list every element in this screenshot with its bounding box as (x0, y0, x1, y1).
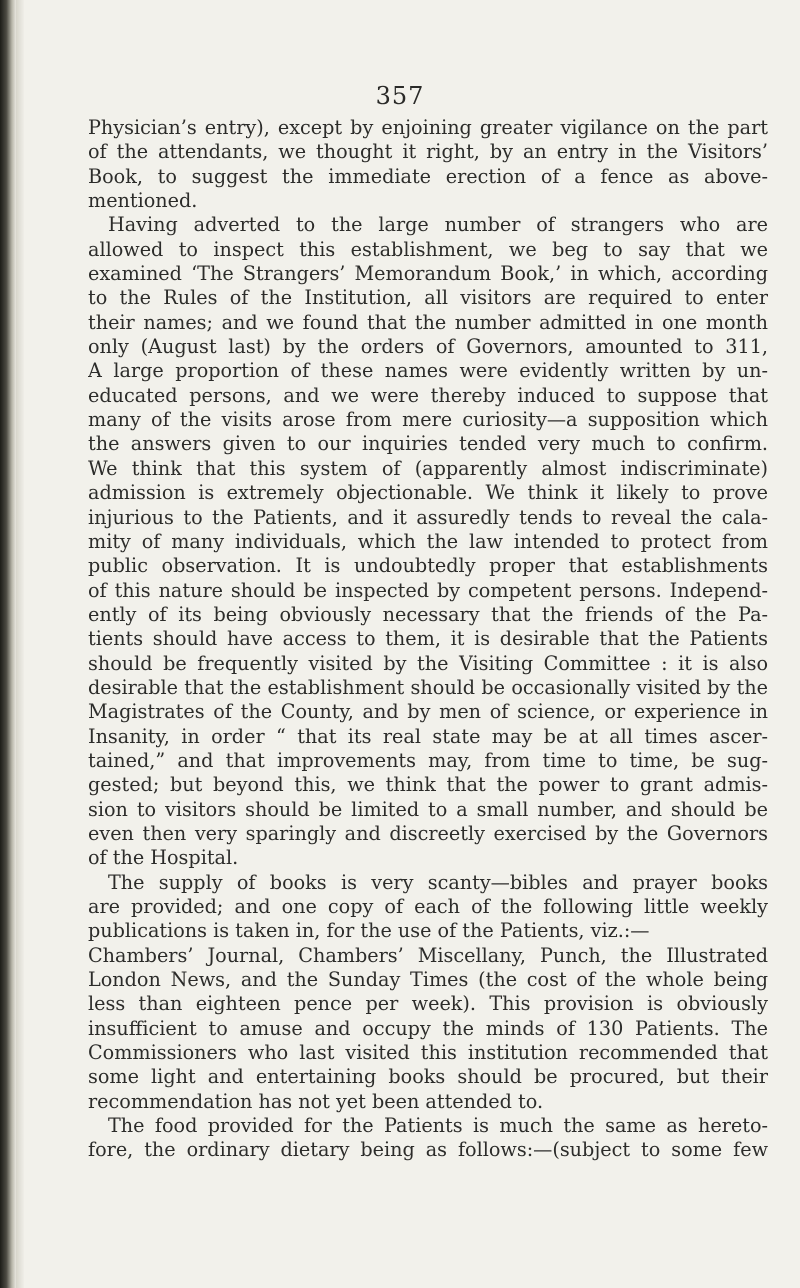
text-line: educated persons, and we were thereby induced to suppose that (88, 383, 768, 407)
text-line: are provided; and one copy of each of the following little weekly (88, 895, 768, 918)
text-line: recommendation has not yet been attended to. (88, 1089, 544, 1113)
text-line: admission is extremely objectionable. We think it likely to prove (88, 481, 768, 505)
text-line: Commissioners who last visited this institution recommended that (88, 1041, 768, 1065)
text-line: allowed to inspect this establishment, we beg to say that we (88, 237, 768, 261)
text-line: sion to visitors should be limited to a small number, and should be (88, 797, 768, 821)
text-line: should be frequently visited by the Visiting Committee : it is also (88, 651, 768, 675)
text-line: insufficient to amuse and occupy the minds of 130 Patients. The (88, 1016, 768, 1040)
text-line: mity of many individuals, which the law intended to protect from (88, 529, 768, 553)
text-line: publications is taken in, for the use of the Patients, viz.:— (88, 919, 650, 943)
text-line: Magistrates of the County, and by men of science, or experience in (88, 700, 768, 724)
text-line: We think that this system of (apparently almost indiscriminate) (88, 456, 768, 480)
text-line: The food provided for the Patients is much the same as hereto- (108, 1114, 768, 1138)
text-line: Chambers’ Journal, Chambers’ Miscellany, Punch, the Illustrated (88, 943, 768, 967)
body-text (88, 116, 768, 1163)
text-line: public observation. It is undoubtedly proper that establishments (88, 554, 768, 578)
text-line: tients should have access to them, it is desirable that the Patients (88, 627, 768, 651)
text-line: their names; and we found that the number admitted in one month (88, 310, 768, 334)
text-line: A large proportion of these names were evidently written by un- (88, 359, 768, 383)
text-line: less than eighteen pence per week). This provision is obviously (88, 992, 768, 1016)
text-line: even then very sparingly and discreetly exercised by the Governors (88, 821, 768, 845)
text-line: of the attendants, we thought it right, by an entry in the Visitors’ (88, 140, 768, 164)
text-line: the answers given to our inquiries tended very much to confirm. (88, 432, 768, 456)
text-line: The supply of books is very scanty—bibles and prayer books (108, 870, 768, 894)
text-line: desirable that the establishment should be occasionally visited by the (88, 675, 768, 699)
text-line: only (August last) by the orders of Governors, amounted to 311, (88, 335, 768, 359)
text-line: gested; but beyond this, we think that the power to grant admis- (88, 773, 768, 797)
book-gutter-shadow (0, 0, 16, 1288)
text-line: Having adverted to the large number of strangers who are (108, 213, 768, 237)
text-line: injurious to the Patients, and it assuredly tends to reveal the cala- (88, 505, 768, 529)
text-line: fore, the ordinary dietary being as follows:—(subject to some few (88, 1138, 768, 1162)
text-line: ently of its being obviously necessary that the friends of the Pa- (88, 602, 768, 626)
text-line: of this nature should be inspected by competent persons. Independ- (88, 578, 768, 602)
text-line: some light and entertaining books should be procured, but their (88, 1065, 768, 1089)
text-line: mentioned. (88, 189, 198, 213)
text-line: to the Rules of the Institution, all visitors are required to enter (88, 286, 768, 310)
text-line: of the Hospital. (88, 846, 239, 870)
text-line: Insanity, in order “ that its real state may be at all times ascer- (88, 724, 768, 748)
text-line: Book, to suggest the immediate erection of a fence as above- (88, 164, 768, 188)
text-line: Physician’s entry), except by enjoining greater vigilance on the part (88, 116, 768, 139)
page-number: 357 (375, 82, 425, 110)
text-line: many of the visits arose from mere curiosity—a supposition which (88, 408, 768, 432)
book-gutter-edge (16, 0, 24, 1288)
text-line: tained,” and that improvements may, from time to time, be sug- (88, 748, 768, 772)
text-line: examined ‘The Strangers’ Memorandum Book,’ in which, according (88, 262, 768, 286)
text-line: London News, and the Sunday Times (the cost of the whole being (88, 968, 768, 992)
